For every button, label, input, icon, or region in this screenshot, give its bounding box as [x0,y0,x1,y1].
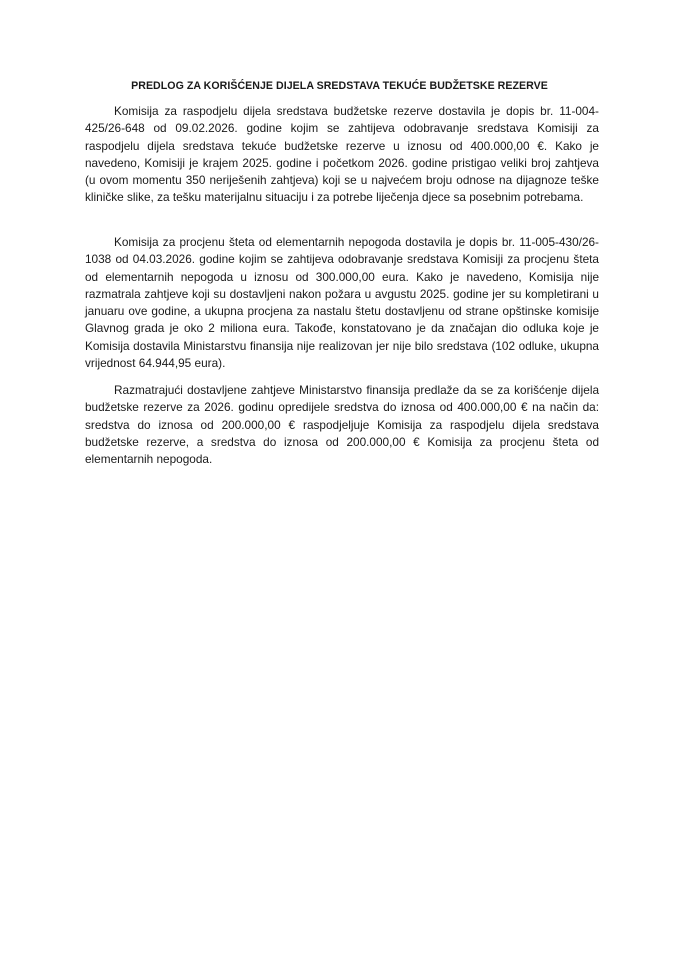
document-title: PREDLOG ZA KORIŠĆENJE DIJELA SREDSTAVA TEKUĆE BUDŽETSKE REZERVE [131,80,548,92]
paragraph-budget-reserve-commission: Komisija za raspodjelu dijela sredstava budžetske rezerve dostavila je dopis br. 11-004-425/26-648 od 09.02.2026. godine kojim se zahtijeva odobravanje sredstava Komisiji za raspodjelu dijela sredstava tekuće budžetske rezerve u iznosu od 400.000,00 €. Kako je navedeno, Komisiji je krajem 2025. godine i početkom 2026. godine pristigao veliki broj zahtjeva (u ovom momentu 350 neriješenih zahtjeva) koji se u najvećem broju odnose na dijagnoze teške kliničke slike, za tešku materijalnu situaciju i za potrebe liječenja djece sa posebnim potrebama. [85,104,599,205]
paragraph-ministry-proposal: Razmatrajući dostavljene zahtjeve Ministarstvo finansija predlaže da se za korišćenje dijela budžetske rezerve za 2026. godinu opredijele sredstva do iznosa od 400.000,00 € na način da: sredstva do iznosa od 200.000,00 € raspodjeljuje Komisija za raspodjelu dijela sredstava budžetske rezerve, a sredstva do iznosa od 200.000,00 € Komisija za procjenu šteta od elementarnih nepogoda. [85,383,599,467]
paragraph-natural-disaster-commission: Komisija za procjenu šteta od elementarnih nepogoda dostavila je dopis br. 11-005-430/26-1038 od 04.03.2026. godine kojim se zahtijeva odobravanje sredstava Komisiji za procjenu šteta od elementarnih nepogoda u iznosu od 300.000,00 eura. Kako je navedeno, Komisija nije razmatrala zahtjeve koji su dostavljeni nakon požara u avgustu 2025. godine jer su kompletirani u januaru ove godine, a ukupna procjena za nastalu štetu dostavljenu od strane opštinske komisije Glavnog grada je oko 2 miliona eura. Takođe, konstatovano je da značajan dio odluka koje je Komisija dostavila Ministarstvu finansija nije realizovan jer nije bilo sredstava (102 odluke, ukupna vrijednost 64.944,95 eura). [85,235,599,371]
